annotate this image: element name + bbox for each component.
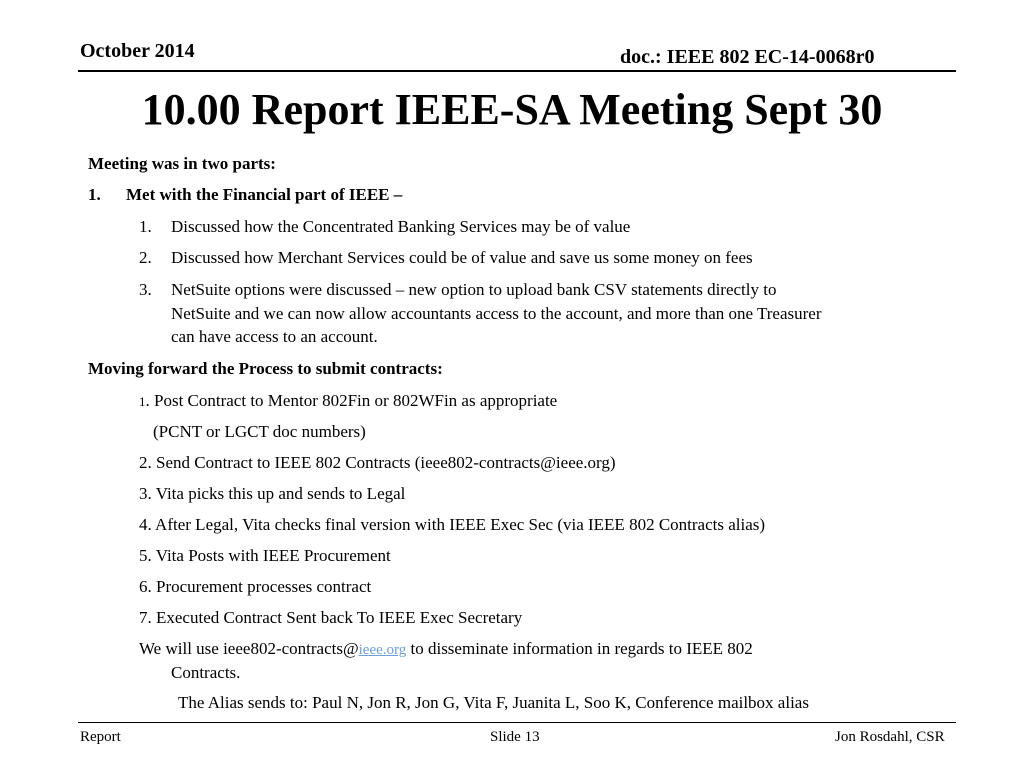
part1-number: 1. (88, 185, 101, 204)
ieee-org-link[interactable]: ieee.org (358, 642, 407, 658)
step-item: 4. After Legal, Vita checks final version with IEEE Exec Sec (via IEEE 802 Contracts alias) (139, 515, 766, 534)
step-item: 6. Procurement processes contract (139, 577, 372, 596)
sub-item-number: 3. (139, 280, 152, 299)
header-divider (78, 70, 956, 72)
step-number: 1 (139, 394, 146, 409)
footer-author: Jon Rosdahl, CSR (835, 729, 945, 745)
intro-text: Meeting was in two parts: (88, 154, 276, 173)
part1-text: Met with the Financial part of IEEE – (126, 185, 403, 204)
step-item (139, 389, 557, 413)
sub-item-number: 2. (139, 248, 152, 267)
alias-suffix: to disseminate information in regards to IEEE 802 (406, 639, 753, 658)
sub-item-text: Discussed how the Concentrated Banking Services may be of value (171, 217, 631, 236)
step-item: 3. Vita picks this up and sends to Legal (139, 484, 406, 503)
footer-label: Report (80, 729, 121, 745)
slide-number: Slide 13 (490, 729, 540, 745)
footer-divider (78, 722, 956, 723)
step-item: 7. Executed Contract Sent back To IEEE Exec Secretary (139, 608, 523, 627)
header-doc-number: doc.: IEEE 802 EC-14-0068r0 (620, 46, 875, 68)
header-date: October 2014 (80, 40, 195, 62)
step-item: 2. Send Contract to IEEE 802 Contracts (ieee802-contracts@ieee.org) (139, 453, 616, 472)
step-text: . Post Contract to Mentor 802Fin or 802WFin as appropriate (145, 391, 558, 410)
process-heading: Moving forward the Process to submit contracts: (88, 359, 443, 378)
sub-item-text: can have access to an account. (171, 327, 378, 346)
alias-prefix: We will use ieee802-contracts@ (139, 639, 359, 658)
alias-recipients: The Alias sends to: Paul N, Jon R, Jon G, Vita F, Juanita L, Soo K, Conference mailbox alias (178, 693, 809, 712)
sub-item-text: Discussed how Merchant Services could be of value and save us some money on fees (171, 248, 753, 267)
slide-title: 10.00 Report IEEE-SA Meeting Sept 30 (141, 85, 883, 134)
step-continuation: (PCNT or LGCT doc numbers) (153, 422, 366, 441)
alias-sentence (139, 637, 753, 662)
sub-item-text: NetSuite and we can now allow accountants access to the account, and more than one Treasurer (171, 304, 822, 323)
alias-continuation: Contracts. (171, 663, 241, 682)
sub-item-number: 1. (139, 217, 152, 236)
step-item: 5. Vita Posts with IEEE Procurement (139, 546, 391, 565)
sub-item-text: NetSuite options were discussed – new option to upload bank CSV statements directly to (171, 280, 777, 299)
